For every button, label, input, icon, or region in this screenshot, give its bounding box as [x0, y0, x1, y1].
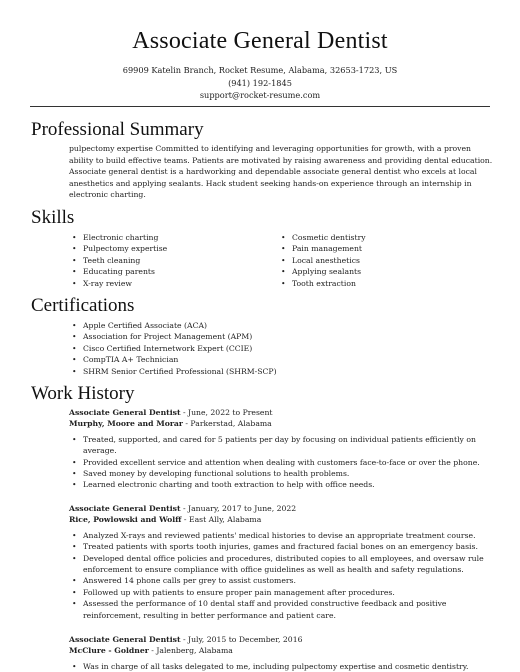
job-location: - Parkerstad, Alabama: [182, 419, 272, 429]
job-company: McClure - Goldner: [69, 646, 149, 656]
job-bullet: • Treated patients with sports tooth injuries, games and fractured facial bones on an emergency basis.: [69, 541, 489, 552]
job-company-line: [69, 645, 489, 656]
job-entry: [69, 503, 489, 621]
phone: (941) 192-1845: [228, 77, 292, 88]
skill-item: • Educating parents: [69, 266, 278, 277]
job-bullet: • Treated, supported, and cared for 5 patients per day by focusing on individual patients efficiently on average.: [69, 434, 489, 457]
skills-column-left: [69, 232, 278, 289]
certification-item: • Cisco Certified Internetwork Expert (CCIE): [69, 343, 277, 354]
email: support@rocket-resume.com: [199, 90, 321, 100]
job-location: - Jalenberg, Alabama: [148, 646, 233, 656]
skills-list: [69, 232, 493, 289]
job-company-line: [69, 514, 489, 525]
job-bullets: [69, 661, 489, 672]
certifications-list: [69, 320, 277, 377]
header-divider: [30, 106, 490, 107]
job-bullet: • Was in charge of all tasks delegated to me, including pulpectomy expertise and cosmetic dentistry.: [69, 661, 489, 672]
skills-column-right: [278, 232, 487, 289]
summary-text: pulpectomy expertise Committed to identifying and leveraging opportunities for growth, with a proven ability to build effective teams. Patients are motivated by raising awareness and providing dental education. Associate general dentist is a hardworking and dependable associate general dentist who excels at local anesthetics and applying sealants. Hack student seeking hands-on experience through an internship in electronic charting.: [69, 144, 493, 200]
certification-item: • Association for Project Management (APM): [69, 331, 277, 342]
job-bullet: • Followed up with patients to ensure proper pain management after procedures.: [69, 587, 489, 598]
job-company: Rice, Powlowski and Wolff: [69, 515, 182, 525]
skill-item: • Cosmetic dentistry: [278, 232, 487, 243]
skill-item: • Teeth cleaning: [69, 255, 278, 266]
job-bullets: [69, 530, 489, 621]
address: 69909 Katelin Branch, Rocket Resume, Alabama, 32653-1723, US: [122, 65, 398, 75]
section-title-work-history: Work History: [31, 383, 135, 404]
job-bullet: • Assessed the performance of 10 dental staff and provided constructive feedback and positive reinforcement, resulting in better performance and patient care.: [69, 598, 489, 621]
contact-info: [0, 64, 520, 102]
job-bullet: • Provided excellent service and attention when dealing with customers face-to-face or over the phone.: [69, 457, 489, 468]
job-title: Associate General Dentist: [69, 408, 181, 417]
candidate-name: Associate General Dentist: [132, 28, 388, 54]
job-dates: - January, 2017 to June, 2022: [180, 504, 297, 513]
job-company: Murphy, Moore and Morar: [69, 419, 183, 429]
skill-item: • Pain management: [278, 243, 487, 254]
job-title-line: [69, 503, 489, 514]
job-entry: [69, 407, 489, 491]
skill-item: • Local anesthetics: [278, 255, 487, 266]
skill-item: • Pulpectomy expertise: [69, 243, 278, 254]
job-bullet: • Analyzed X-rays and reviewed patients' medical histories to devise an appropriate treatment course.: [69, 530, 489, 541]
skill-item: • Electronic charting: [69, 232, 278, 243]
job-bullet: • Answered 14 phone calls per grey to assist customers.: [69, 575, 489, 586]
job-bullets: [69, 434, 489, 491]
job-dates: - June, 2022 to Present: [180, 408, 273, 417]
certification-item: • SHRM Senior Certified Professional (SHRM-SCP): [69, 366, 277, 377]
resume-header: [0, 0, 520, 102]
skill-item: • Applying sealants: [278, 266, 487, 277]
section-title-skills: Skills: [31, 207, 75, 228]
section-title-certifications: Certifications: [31, 295, 135, 316]
certification-item: • CompTIA A+ Technician: [69, 354, 277, 365]
job-bullet: • Learned electronic charting and tooth extraction to help with office needs.: [69, 479, 489, 490]
job-dates: - July, 2015 to December, 2016: [180, 635, 303, 644]
job-location: - East Ally, Alabama: [181, 515, 262, 525]
job-bullet: • Developed dental office policies and procedures, distributed copies to all employees, and oversaw rule enforcement to ensure compliance with office guidelines as well as health and safety regulations.: [69, 553, 489, 576]
skill-item: • X-ray review: [69, 278, 278, 289]
job-title: Associate General Dentist: [69, 635, 181, 644]
job-title-line: [69, 407, 489, 418]
section-title-summary: Professional Summary: [31, 119, 204, 140]
job-bullet: • Saved money by developing functional solutions to health problems.: [69, 468, 489, 479]
certification-item: • Apple Certified Associate (ACA): [69, 320, 277, 331]
job-title: Associate General Dentist: [69, 504, 181, 513]
job-title-line: [69, 634, 489, 645]
job-company-line: [69, 418, 489, 429]
job-entry: [69, 634, 489, 672]
skill-item: • Tooth extraction: [278, 278, 487, 289]
